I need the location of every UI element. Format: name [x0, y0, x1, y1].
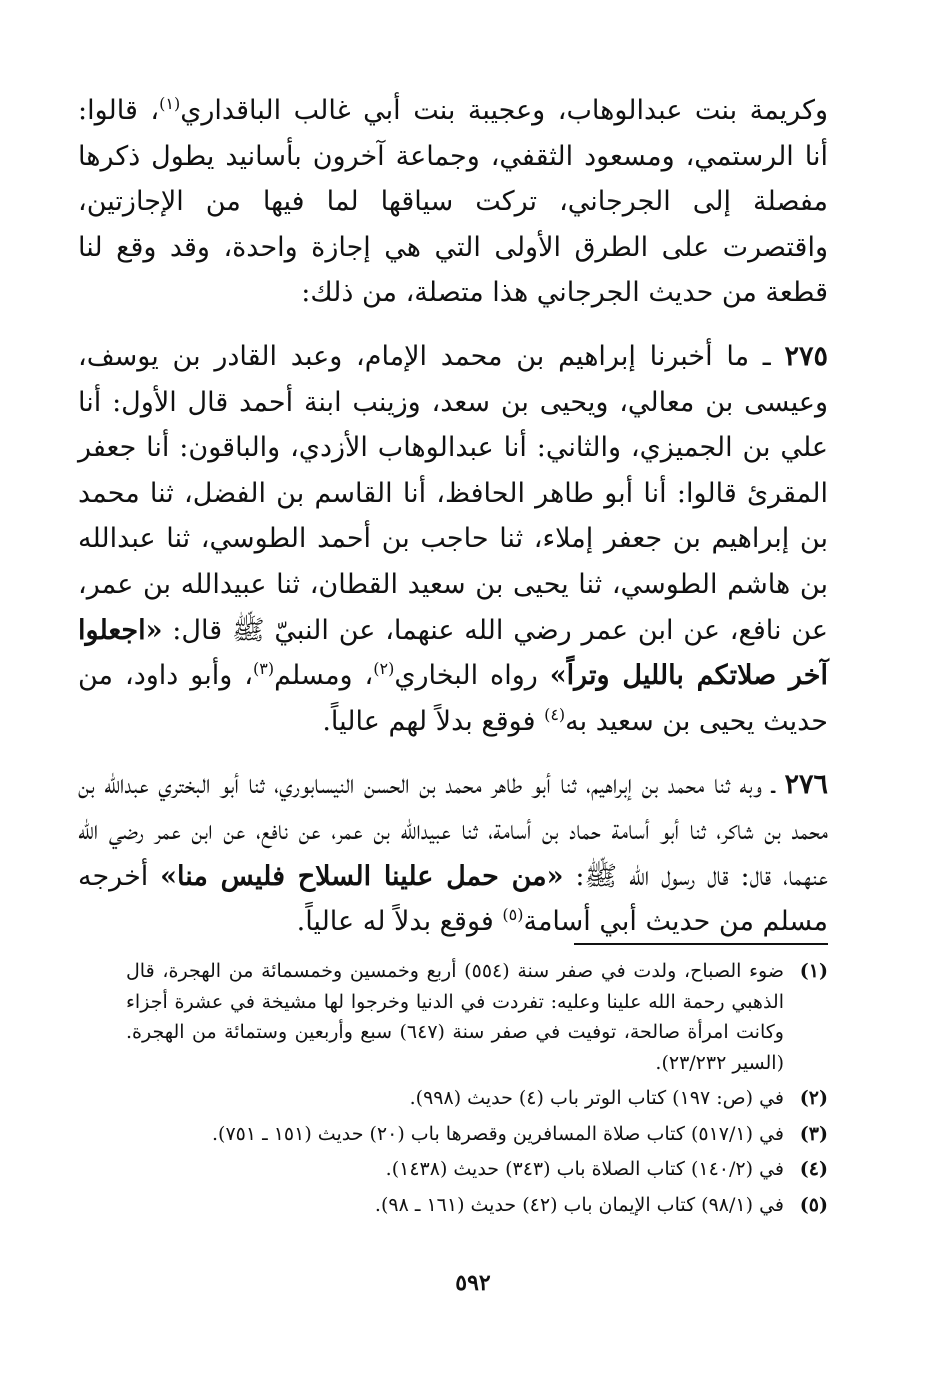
footnote-5	[126, 1190, 828, 1221]
footnote-text: في (ص: ١٩٧) كتاب الوتر باب (٤) حديث (٩٩٨).	[409, 1087, 784, 1109]
footnotes	[126, 956, 828, 1225]
hadith-275-abudawud: ، وأبو داود، من حديث يحيى بن سعيد به	[78, 660, 828, 737]
footnote-text: في (١٤٠/٢) كتاب الصلاة باب (٣٤٣) حديث (١٤٣٨).	[385, 1158, 784, 1180]
footnote-ref-1: (١)	[159, 94, 181, 113]
hadith-276-muslim: أخرجه مسلم من حديث أبي أسامة	[78, 860, 828, 938]
hadith-275-number: ٢٧٥	[784, 340, 828, 372]
footnote-2	[126, 1083, 828, 1114]
footnote-text: في (٩٨/١) كتاب الإيمان باب (٤٢) حديث (١٦١ ـ ٩٨).	[374, 1193, 784, 1216]
footnote-number: (٤)	[799, 1158, 828, 1180]
intro-paragraph	[78, 88, 828, 316]
hadith-275-closing: فوقع بدلاً لهم عالياً.	[322, 705, 545, 737]
hadith-275-muslim: ، ومسلم	[274, 660, 374, 692]
footnote-1	[126, 956, 828, 1078]
hadith-275-isnad: ـ ما أخبرنا إبراهيم بن محمد الإمام، وعبد القادر بن يوسف، وعيسى بن معالي، ويحيى بن سعد، وزينب ابنة أحمد قال الأول: أنا علي بن الجميزي، والثاني: أنا عبدالوهاب الأزدي، والباقون: أنا جعفر المقرئ قالوا: أنا أبو طاهر الحافظ، أنا القاسم بن الفضل، ثنا محمد بن إبراهيم بن جعفر إملاء، ثنا حاجب بن أحمد الطوسي، ثنا عبدالله بن هاشم الطوسي، ثنا يحيى بن سعيد القطان، ثنا عبيدالله بن عمر، عن نافع، عن ابن عمر رضي الله عنهما، عن النبيّ ﷺ قال:	[78, 340, 828, 646]
intro-text-before-ref: وكريمة بنت عبدالوهاب، وعجيبة بنت أبي غالب الباقداري	[180, 95, 828, 126]
footnote-number: (٥)	[799, 1193, 828, 1216]
footnote-4	[126, 1154, 828, 1185]
footnote-3	[126, 1119, 828, 1150]
footnote-text: ضوء الصباح، ولدت في صفر سنة (٥٥٤) أربع وخمسين وخمسمائة من الهجرة، قال الذهبي رحمة الله علينا وعليه: تفردت في الدنيا وخرجوا لها مشيخة في عشرة أجزاء وكانت امرأة صالحة، توفيت في صفر سنة (٦٤٧) سبع وأربعين وستمائة من الهجرة. (السير ٢٣/٢٣٢).	[126, 960, 785, 1074]
hadith-275-bukhari: رواه البخاري	[394, 660, 550, 692]
footnote-number: (١)	[799, 960, 828, 982]
hadith-275-paragraph	[78, 334, 828, 744]
footnote-ref-2: (٢)	[373, 659, 395, 679]
hadith-276-matn: «من حمل علينا السلاح فليس منا»	[160, 860, 564, 892]
footnote-ref-5: (٥)	[502, 905, 524, 925]
footnote-text: في (٥١٧/١) كتاب صلاة المسافرين وقصرها باب (٢٠) حديث (١٥١ ـ ٧٥١).	[211, 1122, 784, 1145]
footnote-ref-4: (٤)	[544, 704, 566, 724]
intro-text-after-ref: ، قالوا: أنا الرستمي، ومسعود الثقفي، وجماعة آخرون بأسانيد يطول ذكرها مفصلة إلى الجرجاني، تركت سياقها لما فيها من الإجازتين، واقتصرت على الطرق الأولى التي هي إجازة واحدة، وقد وقع لنا قطعة من حديث الجرجاني هذا متصلة، من ذلك:	[78, 95, 828, 309]
footnote-number: (٢)	[799, 1087, 828, 1109]
hadith-276-isnad: ـ وبه ثنا محمد بن إبراهيم، ثنا أبو طاهر محمد بن الحسن النيسابوري، ثنا أبو البختري عبدالله بن محمد بن شاكر، ثنا أبو أسامة حماد بن أسامة، ثنا عبيدالله بن عمر، عن نافع، عن ابن عمر رضي الله عنهما، قال: قال رسول الله ﷺ:	[78, 769, 828, 892]
main-text	[78, 88, 828, 945]
hadith-276-number: ٢٧٦	[784, 769, 828, 801]
hadith-275-matn: «اجعلوا آخر صلاتكم بالليل وتراً»	[78, 614, 829, 692]
footnote-separator	[574, 943, 828, 945]
page-number: ٥٩٢	[455, 1270, 491, 1296]
hadith-276-closing: فوقع بدلاً له عالياً.	[296, 906, 503, 938]
hadith-276-paragraph	[78, 762, 828, 944]
footnote-number: (٣)	[799, 1122, 828, 1145]
footnote-ref-3: (٣)	[252, 659, 275, 679]
